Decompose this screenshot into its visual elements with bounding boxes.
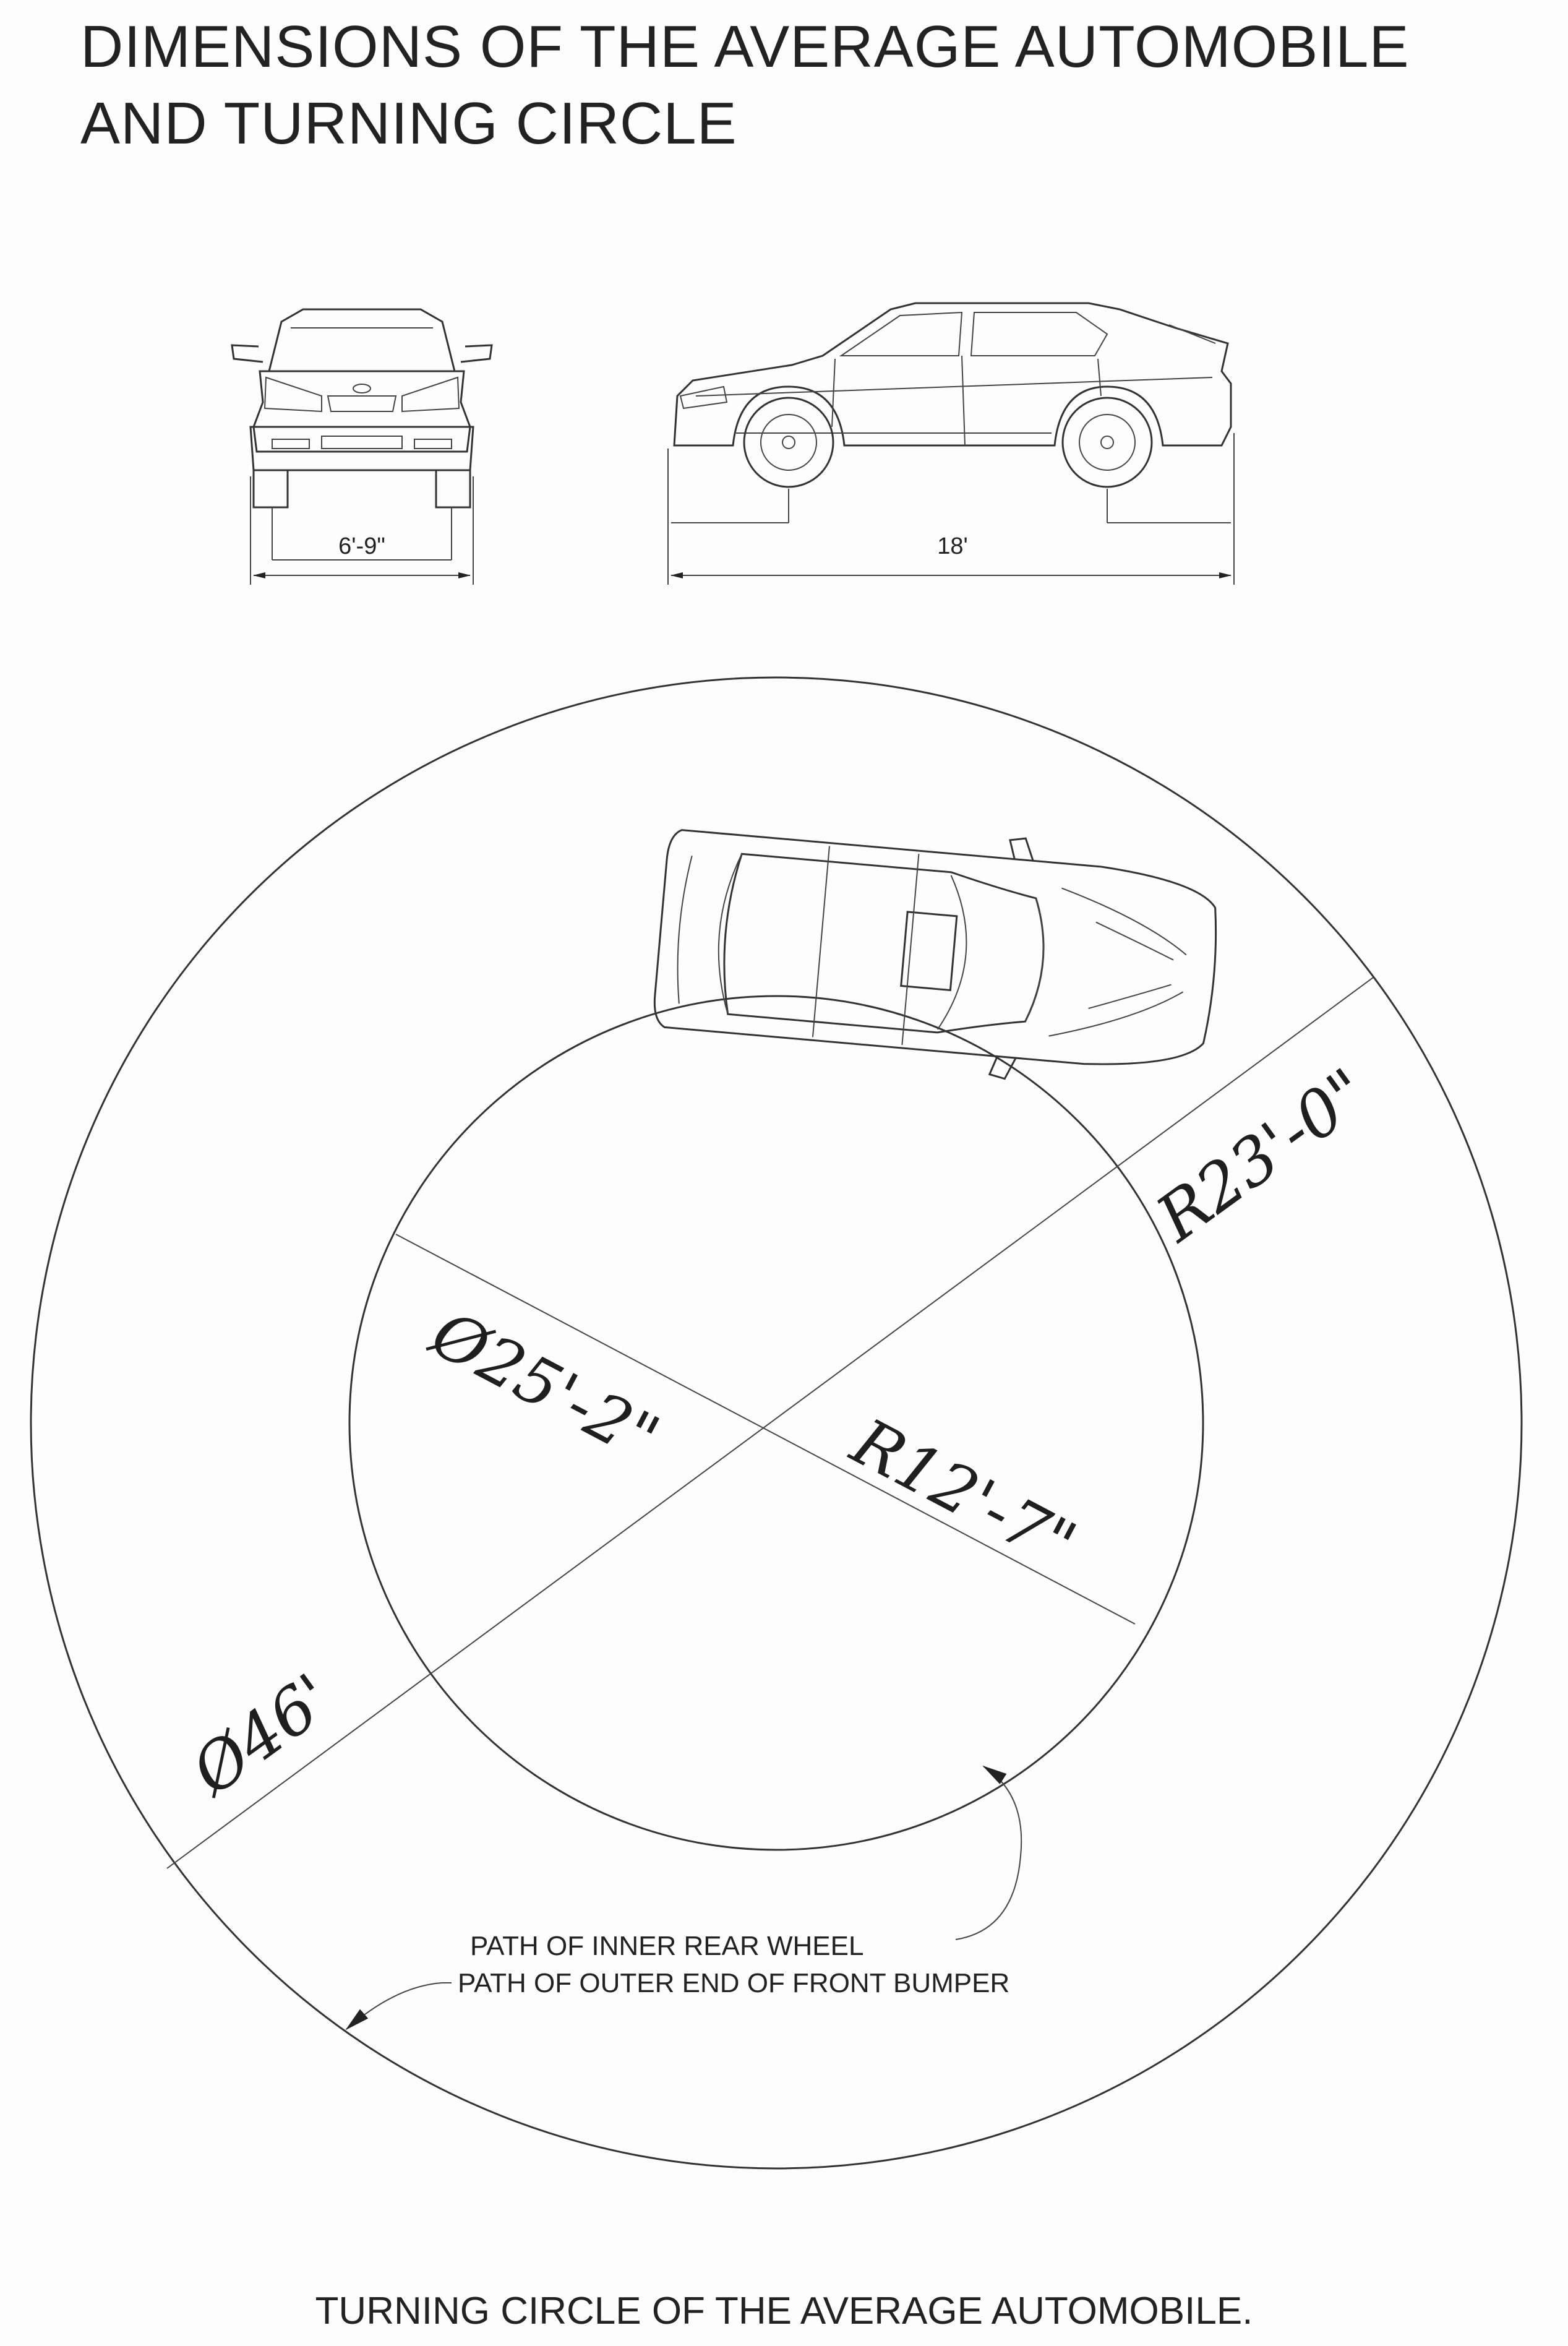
car-width-label: 6'-9" (338, 533, 385, 559)
inner-circle (349, 996, 1203, 1850)
car-front-view (232, 309, 492, 585)
page-title-line-2: AND TURNING CIRCLE (80, 90, 737, 157)
figure-caption: TURNING CIRCLE OF THE AVERAGE AUTOMOBILE. (315, 2290, 1253, 2332)
car-side-view (668, 303, 1234, 585)
car-length-label: 18' (937, 533, 968, 559)
outer-diameter-label: Ø46' (178, 1659, 346, 1810)
page-title-line-1: DIMENSIONS OF THE AVERAGE AUTOMOBILE (80, 14, 1410, 80)
outer-diameter-line (167, 978, 1373, 1868)
note-inner-rear-wheel: PATH OF INNER REAR WHEEL (470, 1931, 864, 1961)
inner-radius-label: R12'-7" (840, 1404, 1088, 1583)
inner-diameter-label: Ø25'-2" (419, 1295, 671, 1477)
outer-radius-label: R23'-0" (1142, 1054, 1382, 1257)
turning-circle-group (31, 677, 1522, 2168)
note-outer-front-bumper: PATH OF OUTER END OF FRONT BUMPER (458, 1968, 1010, 1998)
car-top-view (650, 807, 1224, 1096)
